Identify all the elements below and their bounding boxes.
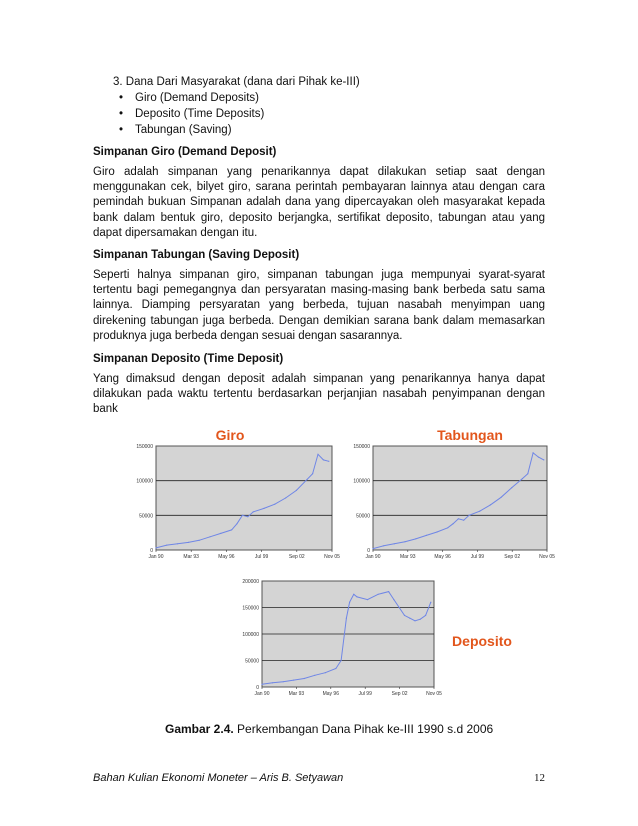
data-point [404,541,405,542]
paragraph-giro: Giro adalah simpanan yang penarikannya dapat dilakukan setiap saat dengan menggunakan cek, bilyet giro, sarana perintah pembayaran lainnya atau dengan cara pemindah bukuan Simpanan adalah dana yang dipercayakan oleh masyarakat kepada bank dalam bentuk giro, deposito berjangka, sertifikat deposito, tabungan atau yang dapat dipersamakan dengan itu. [93,166,545,239]
data-point [404,615,405,616]
data-point [420,619,421,620]
data-point [367,599,368,600]
y-tick-label: 50000 [139,513,153,520]
x-tick-label: Nov 05 [539,554,555,560]
data-point [177,543,178,544]
chart-tabungan-svg [345,427,555,568]
bullet-item: • Giro (Demand Deposits) [135,90,360,106]
y-tick-label: 150000 [136,444,153,450]
y-tick-label: 50000 [245,658,259,665]
y-tick-label: 0 [367,548,370,554]
data-point [247,516,248,517]
data-point [388,591,389,592]
data-point [527,473,528,474]
x-tick-label: Sep 02 [504,554,521,560]
x-tick-label: Jul 99 [358,691,372,697]
data-point [220,533,221,534]
data-point [307,479,308,480]
bullet-list [113,90,360,138]
x-tick-label: May 96 [218,554,235,560]
data-point [272,682,273,683]
x-tick-label: Jan 90 [365,554,381,560]
x-tick-label: May 96 [322,691,340,697]
heading-giro: Simpanan Giro (Demand Deposit) [93,146,277,158]
data-point [325,672,326,673]
data-point [317,454,318,455]
data-point [314,675,315,676]
data-point [166,545,167,546]
data-point [293,680,294,681]
y-tick-label: 100000 [136,478,153,485]
paragraph-deposito: Yang dimaksud dengan deposit adalah simpanan yang penarikannya hanya dapat dilakukan pada waktu tertentu berdasarkan perjanjian nasabah penyimpanan dengan bank [93,373,545,416]
data-point [522,478,523,479]
data-point [425,615,426,616]
data-point [393,599,394,600]
data-point [253,511,254,512]
figure-caption [165,722,493,736]
data-point [430,602,431,603]
x-tick-label: Jan 90 [254,691,270,697]
data-point [155,547,156,548]
chart-deposito-svg [228,574,513,704]
x-tick-label: Jul 99 [470,554,485,560]
plot-area [156,446,332,550]
page-footer [93,772,545,784]
data-point [335,668,336,669]
fund-source-list [113,74,360,138]
data-point [501,497,502,498]
data-point [328,461,329,462]
plot-area [373,446,547,550]
y-tick-label: 150000 [242,605,259,612]
chart-title: Tabungan [437,427,503,443]
bullet-item: • Tabungan (Saving) [135,122,360,138]
data-point [409,618,410,619]
data-point [312,473,313,474]
x-tick-label: Nov 05 [324,554,340,560]
x-tick-label: Sep 02 [391,691,408,697]
data-point [261,684,262,685]
x-tick-label: Mar 93 [288,691,305,697]
x-tick-label: Sep 02 [288,554,305,560]
caption-text: Perkembangan Dana Pihak ke-III 1990 s.d 2006 [233,722,494,736]
data-point [341,660,342,661]
data-point [394,543,395,544]
y-tick-label: 200000 [242,579,259,585]
data-point [378,594,379,595]
data-point [414,620,415,621]
paragraph-tabungan: Seperti halnya simpanan giro, simpanan tabungan juga mempunyai syarat-syarat tertentu bagi pemegangnya dan persyaratan masing-masing bank berbeda satu sama lainnya. Diamping persyaratan yang berbeda, tujuan nasabah menyimpan uang direkening tabungan juga berbeda. Dengan demikian sarana bank dalam memasarkan produknya juga berbeda dengan sesuai dengan sasarannya. [93,269,545,342]
heading-tabungan: Simpanan Tabungan (Saving Deposit) [93,249,300,261]
data-point [242,515,243,516]
data-point [231,529,232,530]
chart-tabungan [345,427,555,568]
data-point [236,523,237,524]
chart-deposito [228,574,513,704]
chart-title: Deposito [452,633,512,649]
data-point [463,520,464,521]
data-point [209,536,210,537]
data-point [199,540,200,541]
y-tick-label: 100000 [353,478,370,485]
data-point [323,459,324,460]
data-point [283,681,284,682]
data-point [426,535,427,536]
data-point [188,542,189,543]
y-tick-label: 0 [150,548,153,554]
x-tick-label: Jan 90 [148,554,164,560]
data-point [372,548,373,549]
bullet-item: • Deposito (Time Deposits) [135,106,360,122]
list-item-3: 3. Dana Dari Masyarakat (dana dari Pihak ke-III) [113,76,360,88]
page-number: 12 [534,772,545,784]
heading-deposito: Simpanan Deposito (Time Deposit) [93,353,284,365]
data-point [479,511,480,512]
data-point [533,452,534,453]
data-point [415,538,416,539]
data-point [399,607,400,608]
data-point [304,678,305,679]
data-point [296,490,297,491]
data-point [349,602,350,603]
x-tick-label: Mar 93 [400,554,416,560]
chart-giro [120,427,340,568]
data-point [458,518,459,519]
data-point [285,497,286,498]
data-point [543,459,544,460]
data-point [436,531,437,532]
x-tick-label: Mar 93 [183,554,199,560]
data-point [346,618,347,619]
chart-title: Giro [215,427,245,443]
data-point [356,596,357,597]
data-point [274,504,275,505]
data-point [469,515,470,516]
data-point [383,545,384,546]
y-tick-label: 0 [256,685,259,691]
x-tick-label: Nov 05 [426,691,442,697]
footer-text: Bahan Kulian Ekonomi Moneter – Aris B. Setyawan [93,772,344,784]
y-tick-label: 50000 [356,513,370,520]
data-point [538,457,539,458]
data-point [263,508,264,509]
data-point [453,523,454,524]
x-tick-label: May 96 [434,554,451,560]
y-tick-label: 150000 [353,444,370,450]
x-tick-label: Jul 99 [254,554,269,560]
data-point [511,487,512,488]
data-point [490,504,491,505]
chart-giro-svg [120,427,340,568]
caption-label: Gambar 2.4. [165,722,234,736]
y-tick-label: 100000 [242,632,259,638]
data-point [353,594,354,595]
data-point [447,527,448,528]
